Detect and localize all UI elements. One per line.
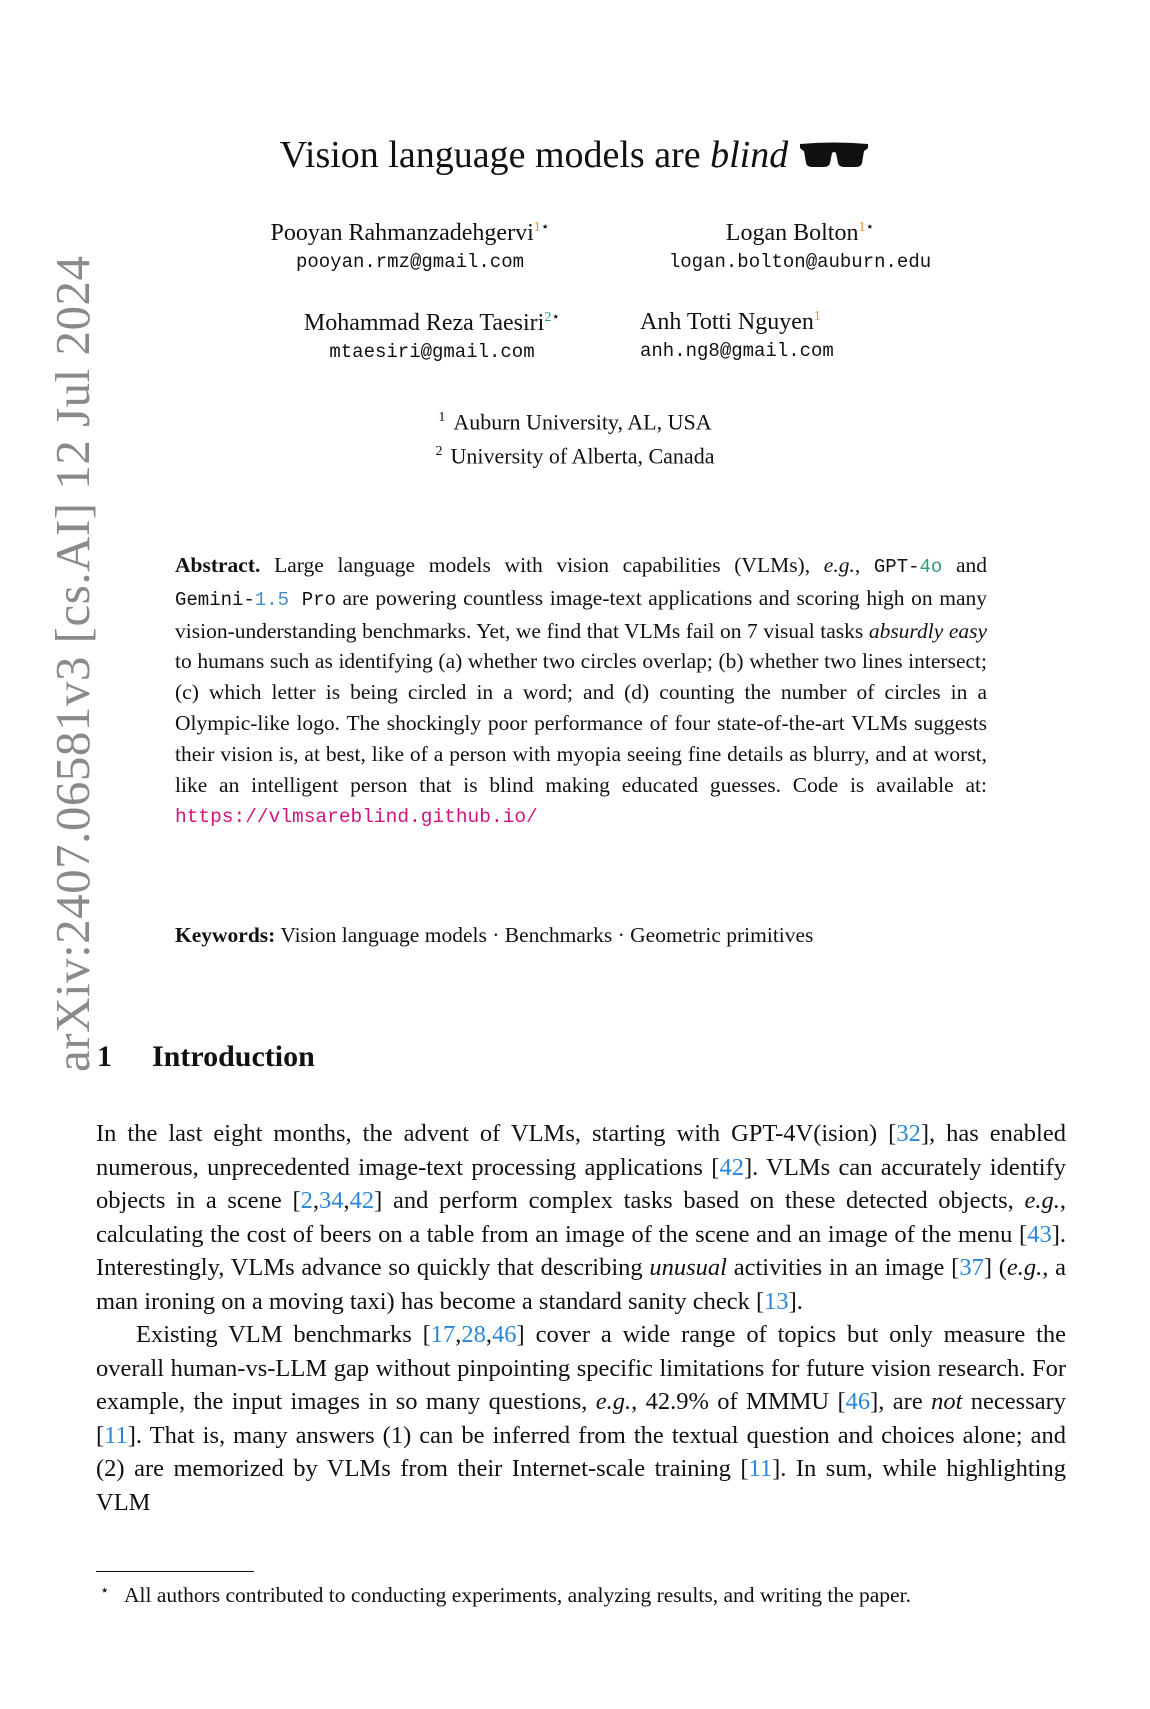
author-1 (240, 219, 580, 273)
equal-contribution-marker: ⋆ (540, 220, 550, 235)
author-name: Anh Totti Nguyen (640, 309, 814, 335)
citation-link[interactable]: 2 (300, 1187, 313, 1214)
citation-link[interactable]: 37 (959, 1254, 984, 1281)
abstract-label: Abstract. (175, 553, 261, 577)
citation-link[interactable]: 28 (461, 1321, 486, 1348)
citation-link[interactable]: 46 (492, 1321, 517, 1348)
sunglasses-icon (798, 141, 870, 169)
footnote (96, 1580, 1066, 1610)
equal-contribution-marker: ⋆ (551, 310, 561, 325)
citation-link[interactable]: 42 (349, 1187, 375, 1214)
title-text: Vision language models are (279, 134, 701, 177)
section-heading (97, 1040, 315, 1074)
author-2 (640, 219, 960, 273)
title-emphasis: blind (710, 134, 789, 177)
footnote-divider (96, 1571, 254, 1572)
paragraph-2: Existing VLM benchmarks [17,28,46] cover a wide range of topics but only measure the overall human-vs-LLM gap without pinpointing specific limitations for future vision research. For example, the input images in so many questions, e.g., 42.9% of MMMU [46], are not necessary [11]. That is, many answers (1) can be inferred from the textual question and choices alone; and (2) are memorized by VLMs from their Internet-scale training [11]. In sum, while highlighting VLM (96, 1321, 1067, 1516)
citation-link[interactable]: 11 (104, 1421, 128, 1449)
citation-link[interactable]: 11 (748, 1455, 773, 1482)
body-text (96, 1117, 1066, 1519)
author-email[interactable]: anh.ng8@gmail.com (640, 340, 834, 362)
citation-link[interactable]: 17 (430, 1321, 456, 1348)
paper-title (0, 133, 1150, 177)
affiliations-list (0, 403, 1150, 472)
keywords-label: Keywords: (175, 923, 276, 947)
citation-link[interactable]: 13 (764, 1287, 789, 1315)
author-name: Logan Bolton (725, 220, 859, 246)
author-email[interactable]: mtaesiri@gmail.com (329, 341, 535, 363)
author-3 (262, 309, 602, 363)
affiliation-2: $^2$ University of Alberta, Canada (435, 443, 715, 469)
footnote-text: All authors contributed to conducting experiments, analyzing results, and writing the paper. (124, 1583, 911, 1607)
model-name-gemini: Gemini-1.5 Pro (175, 588, 336, 611)
citation-link[interactable]: 34 (319, 1187, 344, 1214)
model-name-gpt4o: GPT-4o (873, 556, 943, 578)
citation-link[interactable]: 42 (719, 1153, 744, 1181)
footnote-mark: ⋆ (100, 1583, 110, 1599)
author-name: Pooyan Rahmanzadehgervi (270, 220, 534, 246)
keywords: Keywords: Vision language models · Benchmarks · Geometric primitives (175, 923, 814, 947)
citation-link[interactable]: 32 (896, 1120, 921, 1147)
affiliation-marker: 1 (813, 309, 821, 324)
citation-link[interactable]: 43 (1027, 1220, 1052, 1248)
section-number: 1 (97, 1040, 112, 1073)
equal-contribution-marker: ⋆ (865, 220, 875, 235)
affiliation-marker: 1 (858, 220, 866, 235)
section-title: Introduction (152, 1040, 315, 1073)
author-4 (640, 309, 890, 362)
affiliation-marker: 1 (533, 220, 541, 235)
author-name: Mohammad Reza Taesiri (303, 310, 545, 336)
code-url-link[interactable]: https://vlmsareblind.github.io/ (175, 806, 538, 829)
abstract: Abstract. Large language models with vision capabilities (VLMs), e.g., GPT-4o and Gemini-1.5 Pro are powering countless image-text applications and scoring high on many vision-understanding benchmarks. Yet, we find that VLMs fail on 7 visual tasks absurdly easy to humans such as identifying (a) whether two circles overlap; (b) whether two lines intersect; (c) which letter is being circled in a word; and (d) counting the number of circles in a Olympic-like logo. The shockingly poor performance of four state-of-the-art VLMs suggests their vision is, at best, like of a person with myopia seeing fine details as blurry, and at worst, like an intelligent person that is blind making educated guesses. Code is available at: https://vlmsareblind.github.io/ (175, 553, 988, 829)
paragraph-1: In the last eight months, the advent of VLMs, starting with GPT-4V(ision) [32], has enabled numerous, unprecedented image-text processing applications [42]. VLMs can accurately identify objects in a scene [2,34,42] and perform complex tasks based on these detected objects, e.g., calculating the cost of beers on a table from an image of the scene and an image of the menu [43]. Interestingly, VLMs advance so quickly that describing unusual activities in an image [37] (e.g., a man ironing on a moving taxi) has become a standard sanity check [13]. (96, 1120, 1067, 1315)
affiliation-1: $^1$ Auburn University, AL, USA (438, 409, 712, 435)
citation-link[interactable]: 46 (845, 1388, 871, 1415)
affiliation-marker: 2 (544, 310, 552, 325)
author-email[interactable]: pooyan.rmz@gmail.com (295, 251, 525, 273)
arxiv-identifier-stamp: arXiv:2407.06581v3 [cs.AI] 12 Jul 2024 (45, 255, 100, 1072)
author-email[interactable]: logan.bolton@auburn.edu (668, 251, 932, 273)
